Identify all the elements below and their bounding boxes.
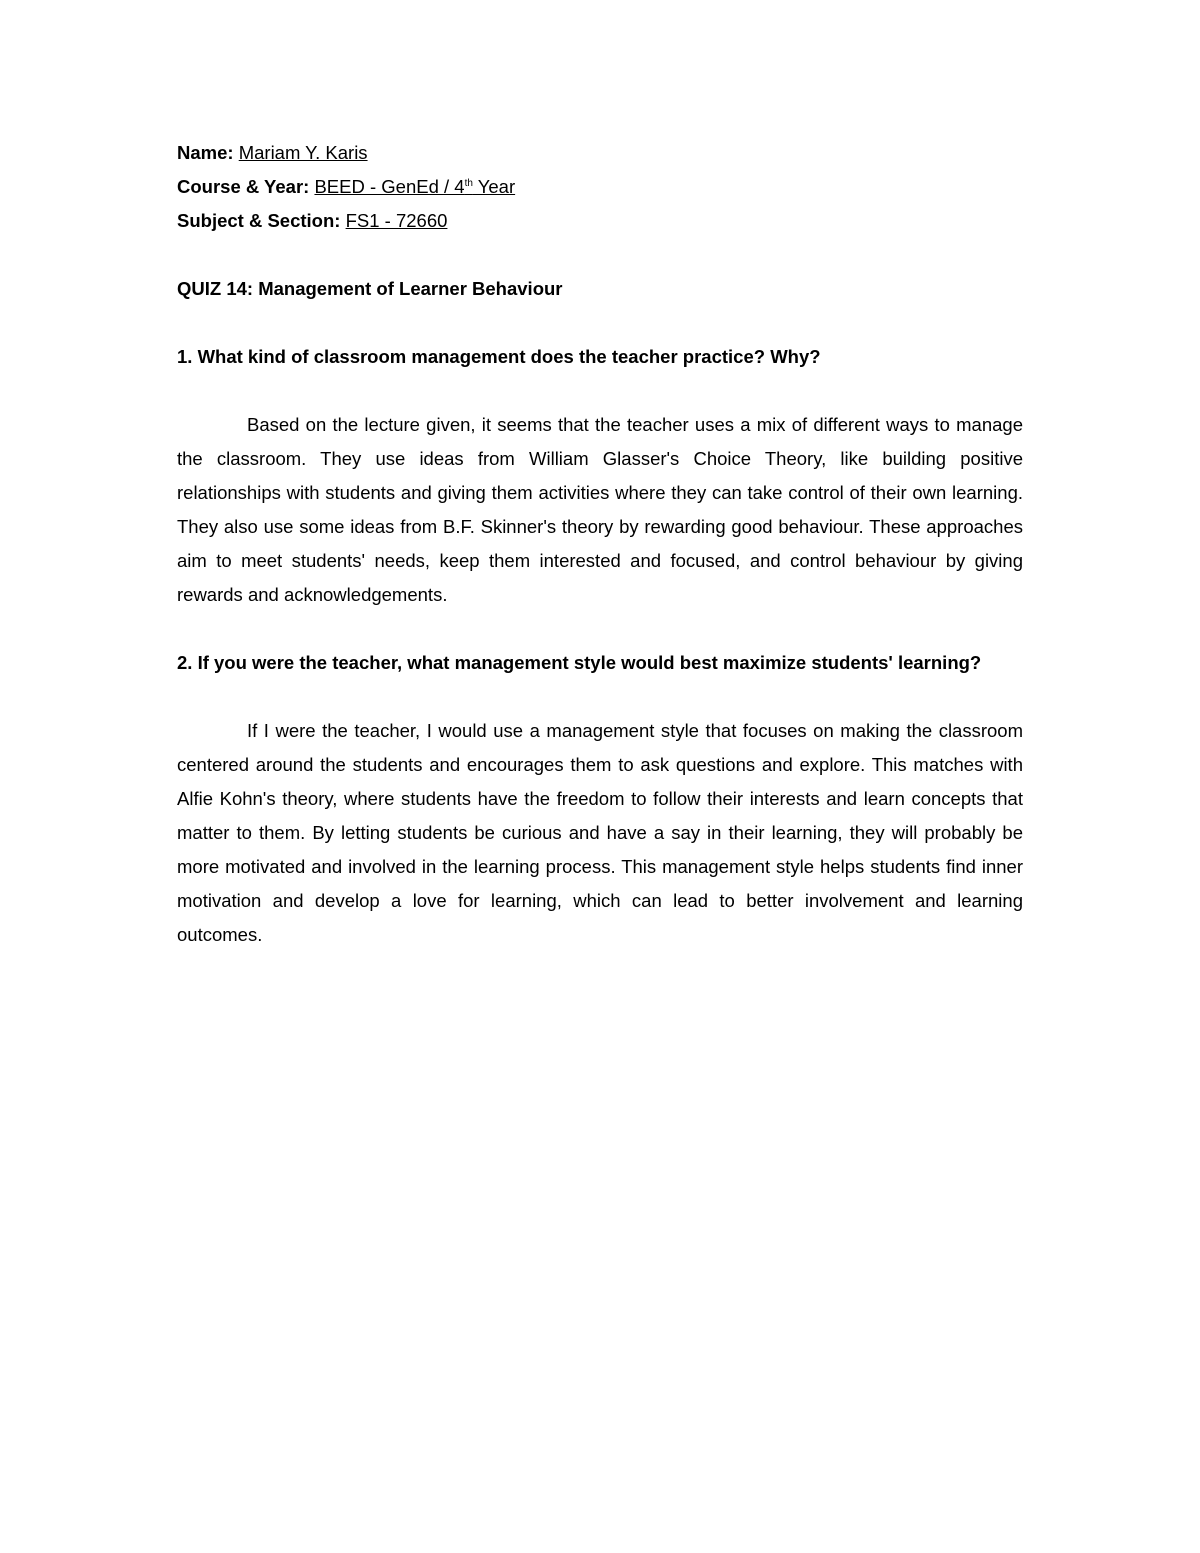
subject-line (177, 204, 1023, 238)
subject-label: Subject & Section: (177, 210, 341, 231)
quiz-title: QUIZ 14: Management of Learner Behaviour (177, 278, 563, 299)
spacer (177, 612, 1023, 646)
spacer (177, 306, 1023, 340)
course-value-tail: Year (472, 176, 516, 197)
answer-1: Based on the lecture given, it seems that the teacher uses a mix of different ways to manage the classroom. They use ideas from William Glasser's Choice Theory, like building positive relationships with students and giving them activities where they can take control of their own learning. They also use some ideas from B.F. Skinner's theory by rewarding good behaviour. These approaches aim to meet students' needs, keep them interested and focused, and control behaviour by giving rewards and acknowledgements. (177, 414, 1023, 605)
course-label: Course & Year: (177, 176, 310, 197)
course-value-superscript: th (464, 177, 473, 189)
question-1: 1. What kind of classroom management does the teacher practice? Why? (177, 346, 821, 367)
answer-2: If I were the teacher, I would use a management style that focuses on making the classroom centered around the students and encourages them to ask questions and explore. This matches with Alfie Kohn's theory, where students have the freedom to follow their interests and learn concepts that matter to them. By letting students be curious and have a say in their learning, they will probably be more motivated and involved in the learning process. This management style helps students find inner motivation and develop a love for learning, which can lead to better involvement and learning outcomes. (177, 720, 1023, 945)
course-value (314, 176, 515, 197)
course-line (177, 170, 1023, 204)
name-label: Name: (177, 142, 234, 163)
spacer (177, 374, 1023, 408)
name-value: Mariam Y. Karis (238, 142, 368, 163)
spacer (177, 680, 1023, 714)
subject-value: FS1 - 72660 (345, 210, 448, 231)
question-2: 2. If you were the teacher, what management style would best maximize students' learning? (177, 652, 982, 673)
course-value-main: BEED - GenEd / 4 (314, 176, 465, 197)
name-line (177, 136, 1023, 170)
document-page (177, 136, 1023, 952)
spacer (177, 238, 1023, 272)
